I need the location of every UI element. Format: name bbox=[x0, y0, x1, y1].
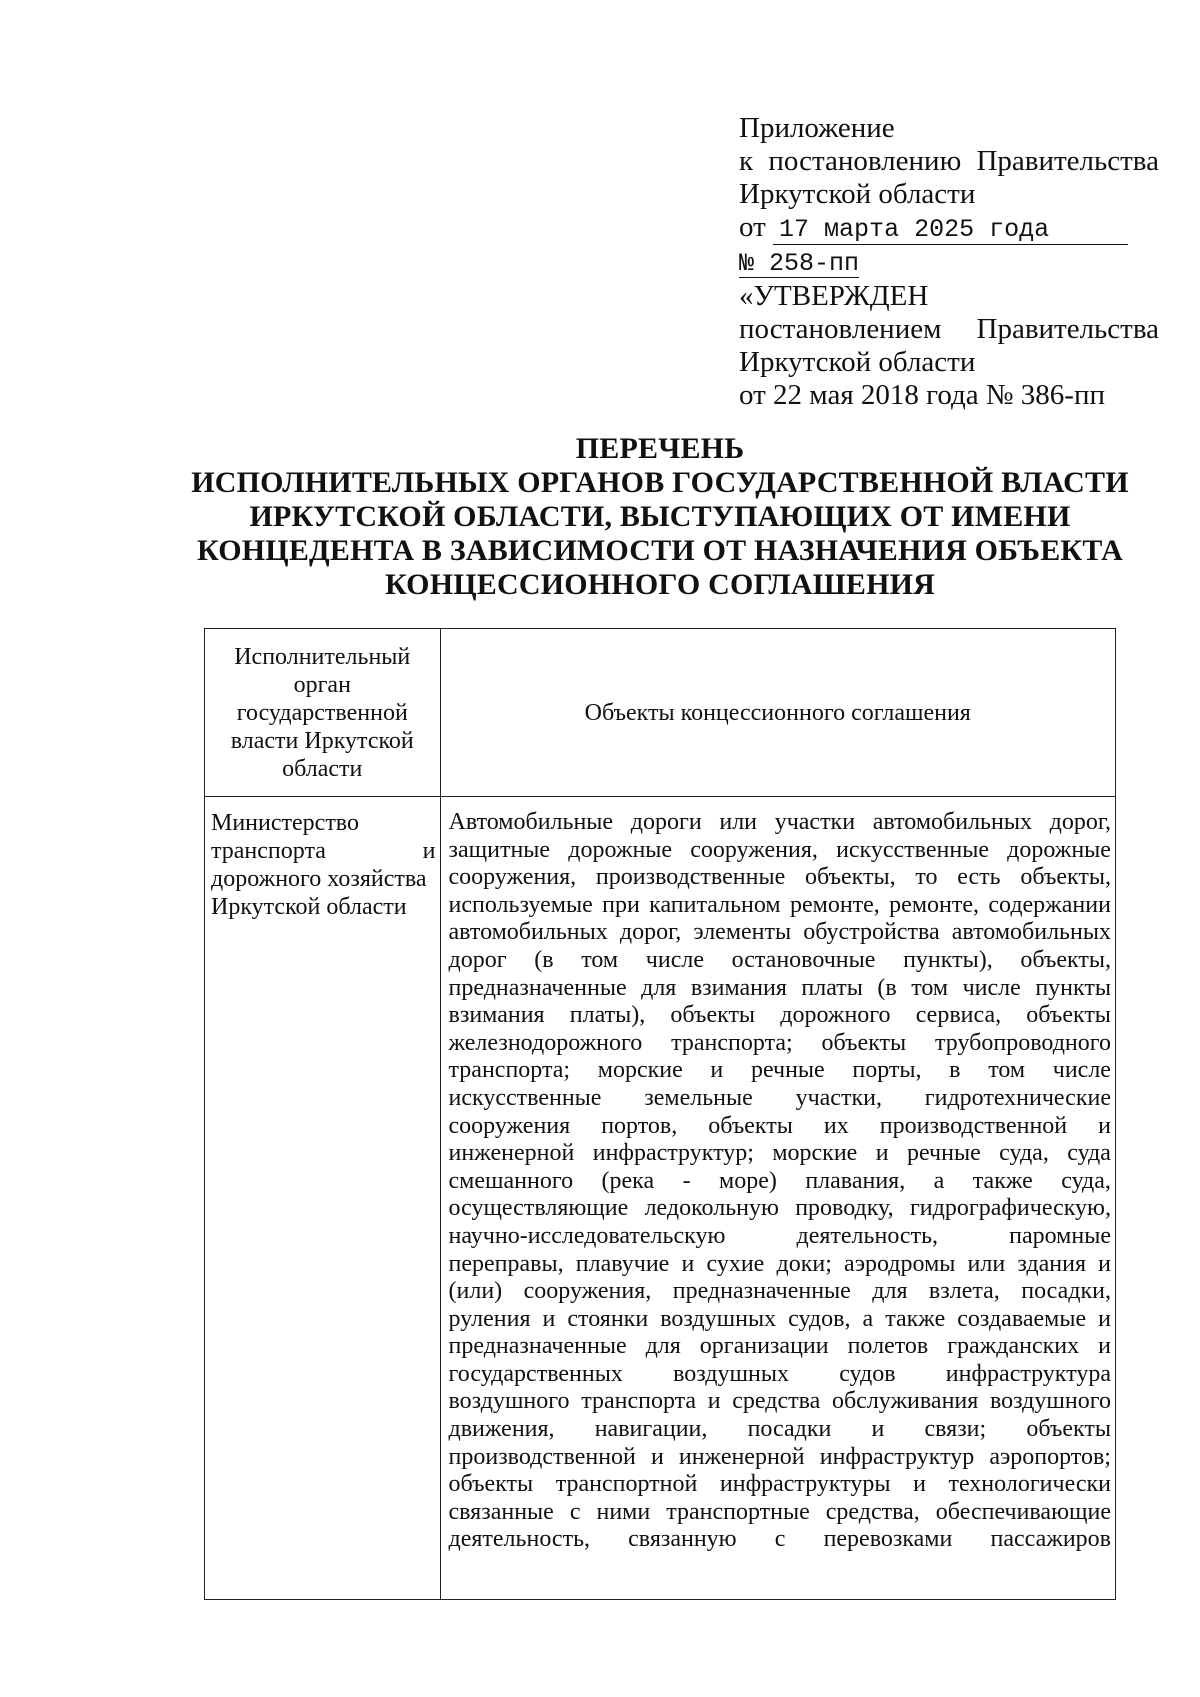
objects-line: связанные с ними транспортные средства, обеспечивающие bbox=[448, 1498, 1111, 1525]
objects-line: предназначенные для организации полетов гражданских и bbox=[448, 1333, 1111, 1360]
objects-line: сооружения портов, объекты их производственной и bbox=[448, 1112, 1111, 1139]
approved-word: Правительства bbox=[976, 313, 1159, 345]
header-organ-line: власти Иркутской bbox=[230, 727, 414, 754]
table-header-row bbox=[205, 629, 1116, 797]
header-organ-line: Исполнительный bbox=[234, 643, 411, 670]
objects-line: взимания платы), объекты дорожного сервиса, объекты bbox=[448, 1002, 1111, 1029]
objects-line: дорог (в том числе остановочные пункты), объекты, bbox=[448, 946, 1111, 973]
objects-line: транспорта; морские и речные порты, в том числе bbox=[448, 1057, 1111, 1084]
objects-line: движения, навигации, посадки и связи; объекты bbox=[448, 1416, 1111, 1443]
header-organ-line: орган bbox=[293, 671, 351, 698]
header-organ-line: области bbox=[282, 755, 363, 782]
organ-line bbox=[211, 837, 436, 865]
table-row bbox=[205, 797, 1116, 1600]
objects-line: автомобильных дорог, элементы обустройства автомобильных bbox=[448, 919, 1111, 946]
objects-line: производственной и инженерной инфраструктур аэропортов; bbox=[448, 1443, 1111, 1470]
organ-word: и bbox=[422, 838, 436, 864]
approved-line-3: Иркутской области bbox=[739, 346, 976, 378]
objects-line: объекты транспортной инфраструктуры и технологически bbox=[448, 1471, 1111, 1498]
attachment-title: Приложение bbox=[739, 112, 895, 144]
title-line: КОНЦЕДЕНТА В ЗАВИСИМОСТИ ОТ НАЗНАЧЕНИЯ ОБЪЕКТА bbox=[197, 534, 1123, 567]
objects-line: железнодорожного транспорта; объекты трубопроводного bbox=[448, 1029, 1111, 1056]
approved-heading: «УТВЕРЖДЕН bbox=[739, 280, 929, 312]
objects-line: деятельность, связанную с перевозками пассажиров bbox=[448, 1526, 1111, 1553]
title-line: ИРКУТСКОЙ ОБЛАСТИ, ВЫСТУПАЮЩИХ ОТ ИМЕНИ bbox=[249, 500, 1071, 533]
objects-line: предназначенные для взимания платы (в том числе пункты bbox=[448, 974, 1111, 1001]
objects-line: защитные дорожные сооружения, искусственные дорожные bbox=[448, 836, 1111, 863]
title-line: ИСПОЛНИТЕЛЬНЫХ ОРГАНОВ ГОСУДАРСТВЕННОЙ ВЛАСТИ bbox=[191, 466, 1129, 499]
approved-line-2 bbox=[739, 313, 1159, 346]
objects-line: сооружения, производственные объекты, то есть объекты, bbox=[448, 864, 1111, 891]
objects-line: (или) сооружения, предназначенные для взлета, посадки, bbox=[448, 1278, 1111, 1305]
organ-line: дорожного хозяйства bbox=[211, 866, 427, 892]
attachment-word: к bbox=[739, 145, 754, 177]
approved-word: постановлением bbox=[739, 313, 942, 345]
attachment-word: постановлению bbox=[768, 145, 962, 177]
objects-line: воздушного транспорта и средства обслуживания воздушного bbox=[448, 1388, 1111, 1415]
attachment-word: Правительства bbox=[976, 145, 1159, 177]
organ-cell bbox=[205, 797, 441, 1600]
header-organ-line: государственной bbox=[236, 699, 408, 726]
attachment-line-3: Иркутской области bbox=[739, 178, 976, 210]
attachment-date-line bbox=[739, 211, 1159, 245]
organs-table bbox=[204, 628, 1116, 1600]
approved-block bbox=[739, 280, 1159, 412]
objects-line: государственных воздушных судов инфраструктура bbox=[448, 1360, 1111, 1387]
objects-line: переправы, плавучие и сухие доки; аэродромы или здания и bbox=[448, 1250, 1111, 1277]
objects-line: смешанного (река - море) плавания, а также суда, bbox=[448, 1167, 1111, 1194]
date-prefix: от bbox=[739, 211, 766, 243]
objects-line: используемые при капитальном ремонте, ремонте, содержании bbox=[448, 891, 1111, 918]
title-line: ПЕРЕЧЕНЬ bbox=[575, 432, 745, 465]
objects-line: осуществляющие ледокольную проводку, гидрографическую, bbox=[448, 1195, 1111, 1222]
attachment-block bbox=[739, 112, 1159, 412]
objects-line: инженерной инфраструктур; морские и речные суда, суда bbox=[448, 1140, 1111, 1167]
organ-line: Министерство bbox=[211, 810, 359, 836]
objects-line: руления и стоянки воздушных судов, а также создаваемые и bbox=[448, 1305, 1111, 1332]
header-objects-cell: Объекты концессионного соглашения bbox=[440, 629, 1115, 797]
number-value: № 258-пп bbox=[739, 249, 860, 278]
organ-word: транспорта bbox=[211, 838, 326, 864]
document-title bbox=[160, 432, 1160, 602]
objects-cell bbox=[440, 797, 1115, 1600]
objects-line: искусственные земельные участки, гидротехнические bbox=[448, 1084, 1111, 1111]
date-value: 17 марта 2025 года bbox=[773, 216, 1128, 245]
organ-line: Иркутской области bbox=[211, 894, 407, 920]
objects-line: Автомобильные дороги или участки автомобильных дорог, bbox=[448, 809, 1111, 835]
approved-line-4: от 22 мая 2018 года № 386-пп bbox=[739, 379, 1105, 411]
attachment-line-2 bbox=[739, 145, 1159, 178]
attachment-number-line bbox=[739, 245, 1159, 278]
header-organ-cell bbox=[205, 629, 441, 797]
objects-line: научно-исследовательскую деятельность, паромные bbox=[448, 1222, 1111, 1249]
title-line: КОНЦЕССИОННОГО СОГЛАШЕНИЯ bbox=[384, 568, 936, 601]
